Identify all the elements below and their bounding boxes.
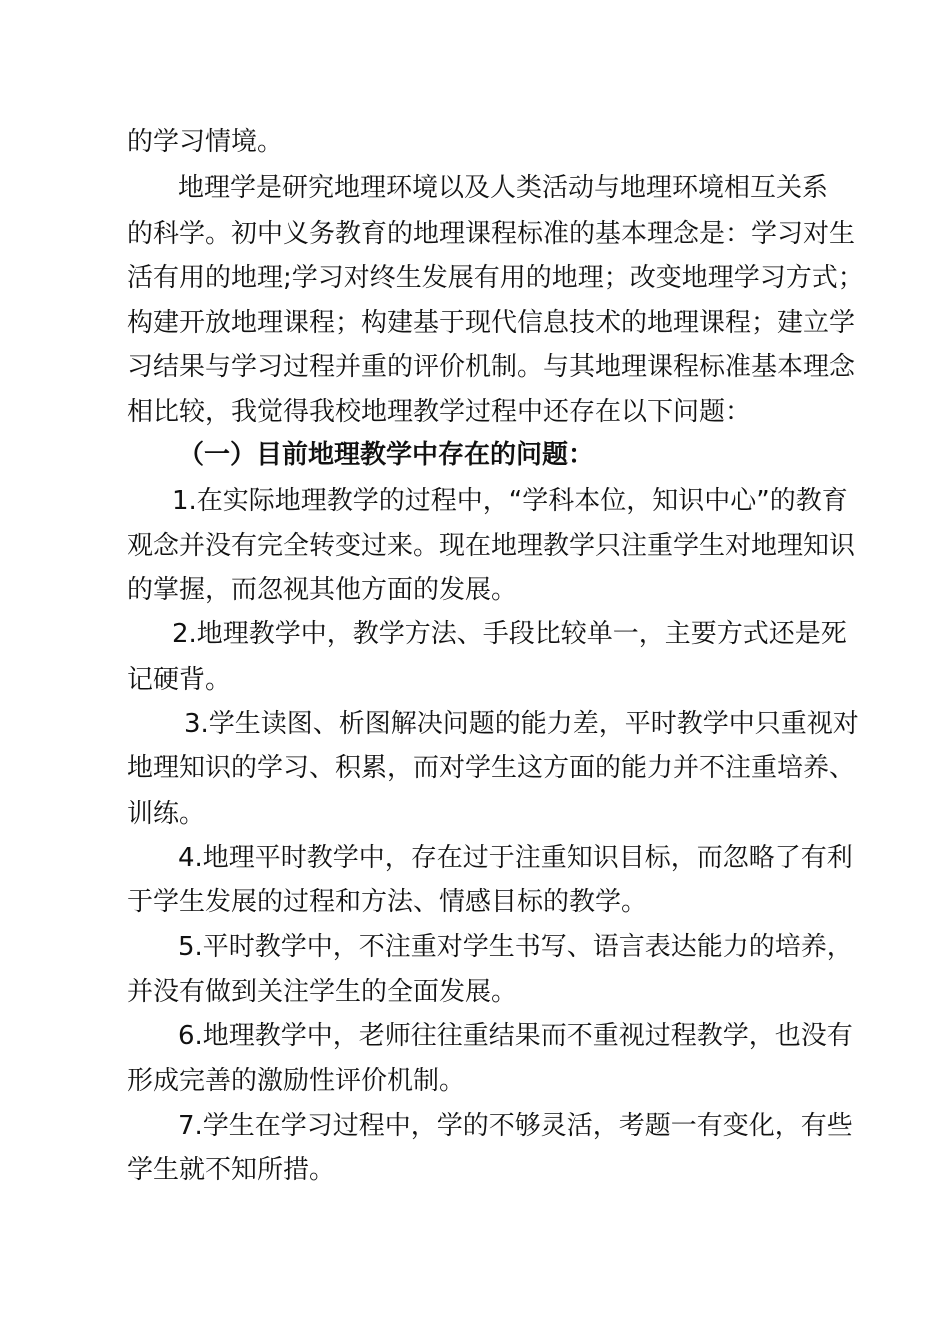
text-line: 构建开放地理课程；构建基于现代信息技术的地理课程；建立学 <box>127 308 856 338</box>
list-item-2-line: 2.地理教学中，教学方法、手段比较单一，主要方式还是死 <box>172 619 847 649</box>
text-line: 形成完善的激励性评价机制。 <box>127 1066 466 1096</box>
text-line: 地理知识的学习、积累，而对学生这方面的能力并不注重培养、 <box>127 753 856 783</box>
text-line: 于学生发展的过程和方法、情感目标的教学。 <box>127 887 648 917</box>
text-line: 的掌握，而忽视其他方面的发展。 <box>127 575 518 605</box>
text-line: 相比较，我觉得我校地理教学过程中还存在以下问题： <box>127 397 752 427</box>
list-item-5-line: 5.平时教学中，不注重对学生书写、语言表达能力的培养， <box>178 932 853 962</box>
paragraph-start-line: 地理学是研究地理环境以及人类活动与地理环境相互关系 <box>178 173 829 203</box>
list-item-6-line: 6.地理教学中，老师往往重结果而不重视过程教学，也没有 <box>178 1021 853 1051</box>
text-line: 的科学。初中义务教育的地理课程标准的基本理念是：学习对生 <box>127 219 856 249</box>
text-line: 记硬背。 <box>127 665 232 695</box>
section-heading: （一）目前地理教学中存在的问题： <box>178 440 595 470</box>
list-item-4-line: 4.地理平时教学中，存在过于注重知识目标，而忽略了有利 <box>178 843 853 873</box>
list-item-1-line: 1.在实际地理教学的过程中，“学科本位，知识中心”的教育 <box>172 486 848 516</box>
text-line: 并没有做到关注学生的全面发展。 <box>127 977 518 1007</box>
list-item-7-line: 7.学生在学习过程中，学的不够灵活，考题一有变化，有些 <box>178 1111 853 1141</box>
text-line: 训练。 <box>127 799 206 829</box>
text-line: 观念并没有完全转变过来。现在地理教学只注重学生对地理知识 <box>127 531 856 561</box>
text-line: 习结果与学习过程并重的评价机制。与其地理课程标准基本理念 <box>127 352 856 382</box>
text-line: 学生就不知所措。 <box>127 1155 336 1185</box>
text-line: 活有用的地理;学习对终生发展有用的地理；改变地理学习方式； <box>127 263 864 293</box>
text-line: 的学习情境。 <box>127 127 284 157</box>
list-item-3-line: 3.学生读图、析图解决问题的能力差，平时教学中只重视对 <box>184 709 859 739</box>
